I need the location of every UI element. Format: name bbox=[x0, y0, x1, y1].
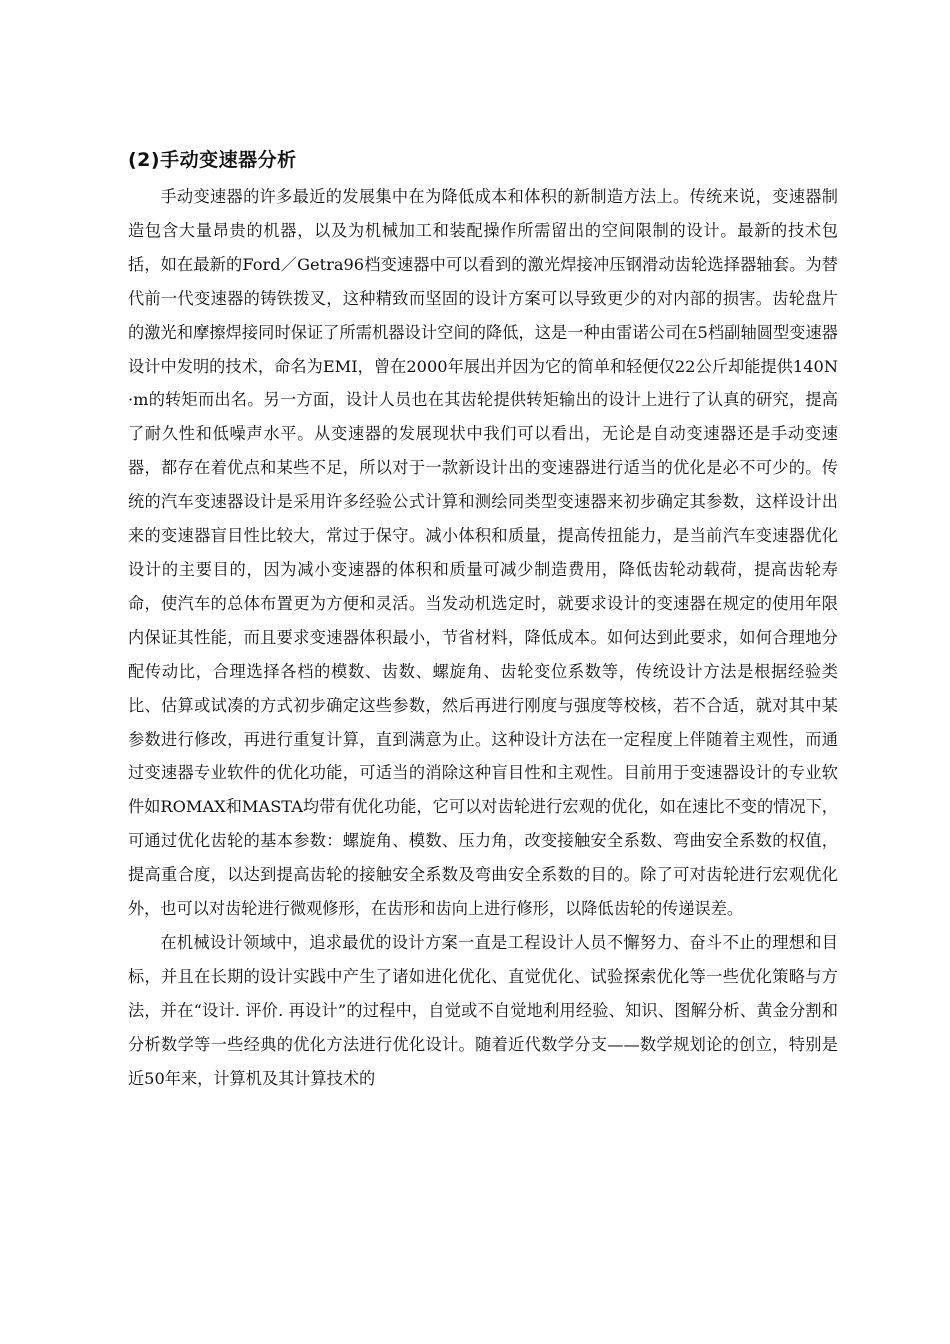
document-body bbox=[128, 144, 838, 1095]
paragraph-manual-transmission-analysis: 手动变速器的许多最近的发展集中在为降低成本和体积的新制造方法上。传统来说，变速器制造包含大量昂贵的机器，以及为机械加工和装配操作所需留出的空间限制的设计。最新的技术包括，如在最新的Ford／Getra96档变速器中可以看到的激光焊接冲压钢滑动齿轮选择器轴套。为替代前一代变速器的铸铁拨叉，这种精致而坚固的设计方案可以导致更少的对内部的损害。齿轮盘片的激光和摩擦焊接同时保证了所需机器设计空间的降低，这是一种由雷诺公司在5档副轴圆型变速器设计中发明的技术，命名为EMI，曾在2000年展出并因为它的简单和轻便仅22公斤却能提供140N·m的转矩而出名。另一方面，设计人员也在其齿轮提供转矩输出的设计上进行了认真的研究，提高了耐久性和低噪声水平。从变速器的发展现状中我们可以看出，无论是自动变速器还是手动变速器，都存在着优点和某些不足，所以对于一款新设计出的变速器进行适当的优化是必不可少的。传统的汽车变速器设计是采用许多经验公式计算和测绘同类型变速器来初步确定其参数，这样设计出来的变速器盲目性比较大，常过于保守。减小体积和质量，提高传扭能力，是当前汽车变速器优化设计的主要目的，因为减小变速器的体积和质量可减少制造费用，降低齿轮动载荷，提高齿轮寿命，使汽车的总体布置更为方便和灵活。当发动机选定时，就要求设计的变速器在规定的使用年限内保证其性能，而且要求变速器体积最小，节省材料，降低成本。如何达到此要求，如何合理地分配传动比，合理选择各档的模数、齿数、螺旋角、齿轮变位系数等，传统设计方法是根据经验类比、估算或试凑的方式初步确定这些参数，然后再进行刚度与强度等校核，若不合适，就对其中某参数进行修改，再进行重复计算，直到满意为止。这种设计方法在一定程度上伴随着主观性，而通过变速器专业软件的优化功能，可适当的消除这种盲目性和主观性。目前用于变速器设计的专业软件如ROMAX和MASTA均带有优化功能，它可以对齿轮进行宏观的优化，如在速比不变的情况下，可通过优化齿轮的基本参数：螺旋角、模数、压力角，改变接触安全系数、弯曲安全系数的权值，提高重合度，以达到提高齿轮的接触安全系数及弯曲安全系数的目的。除了可对齿轮进行宏观优化外，也可以对齿轮进行微观修形，在齿形和齿向上进行修形，以降低齿轮的传递误差。 bbox=[128, 187, 838, 919]
section-heading: (2)手动变速器分析 bbox=[128, 149, 297, 171]
paragraph-mechanical-design-optimization: 在机械设计领域中，追求最优的设计方案一直是工程设计人员不懈努力、奋斗不止的理想和目标，并且在长期的设计实践中产生了诸如进化优化、直觉优化、试验探索优化等一些优化策略与方法，并在“设计. 评价. 再设计”的过程中，自觉或不自觉地利用经验、知识、图解分析、黄金分割和分析数学等一些经典的优化方法进行优化设计。随着近代数学分支——数学规划论的创立，特别是近50年来，计算机及其计算技术的 bbox=[128, 932, 838, 1088]
